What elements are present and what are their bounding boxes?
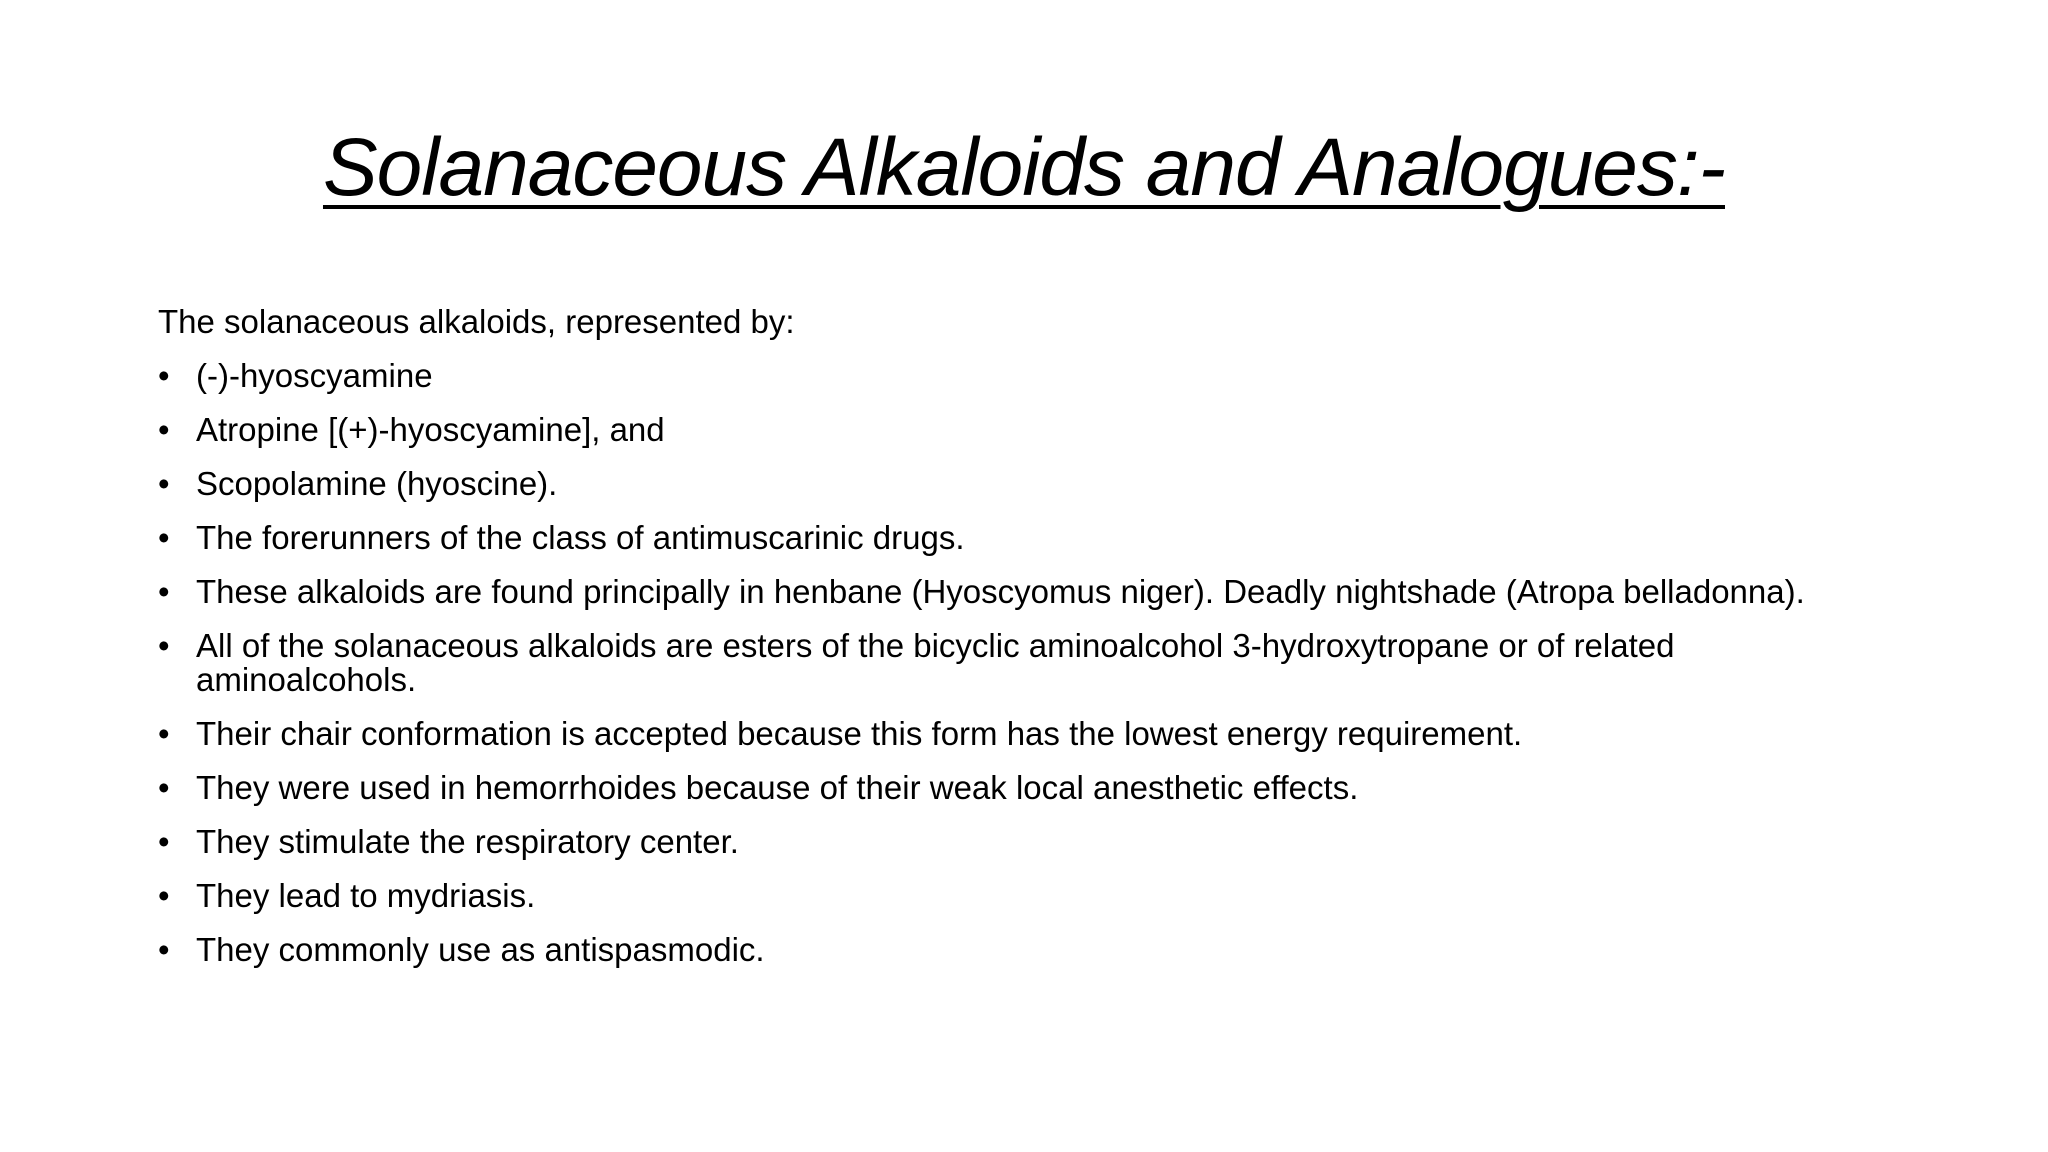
bullet-item (158, 575, 1858, 609)
slide-title (0, 118, 2048, 218)
bullet-icon: • (158, 769, 170, 806)
bullet-icon: • (158, 411, 170, 448)
bullet-text: Scopolamine (hyoscine). (196, 465, 558, 502)
bullet-icon: • (158, 357, 170, 394)
bullet-list (158, 359, 1858, 967)
bullet-text: They were used in hemorrhoides because of their weak local anesthetic effects. (196, 769, 1359, 806)
bullet-item (158, 467, 1858, 501)
slide-title-text: Solanaceous Alkaloids and Analogues:- (322, 122, 1725, 213)
bullet-text: They lead to mydriasis. (196, 877, 536, 914)
bullet-item (158, 879, 1858, 913)
bullet-text: These alkaloids are found principally in henbane (Hyoscyomus niger). Deadly nightshade (Atropa belladonna). (196, 573, 1805, 610)
bullet-text: They commonly use as antispasmodic. (196, 931, 765, 968)
bullet-text: The forerunners of the class of antimuscarinic drugs. (196, 519, 965, 556)
bullet-item (158, 629, 1858, 697)
bullet-text: Their chair conformation is accepted because this form has the lowest energy requirement. (196, 715, 1523, 752)
bullet-item (158, 359, 1858, 393)
bullet-text: (-)-hyoscyamine (196, 357, 433, 394)
bullet-text: Atropine [(+)-hyoscyamine], and (196, 411, 665, 448)
bullet-text: All of the solanaceous alkaloids are esters of the bicyclic aminoalcohol 3-hydroxytropane or of related aminoalcohols. (196, 627, 1675, 698)
bullet-text: They stimulate the respiratory center. (196, 823, 739, 860)
bullet-item (158, 521, 1858, 555)
bullet-item (158, 933, 1858, 967)
bullet-icon: • (158, 877, 170, 914)
bullet-icon: • (158, 715, 170, 752)
bullet-icon: • (158, 465, 170, 502)
intro-text: The solanaceous alkaloids, represented by: (158, 303, 795, 340)
bullet-icon: • (158, 823, 170, 860)
bullet-icon: • (158, 627, 170, 664)
bullet-item (158, 413, 1858, 447)
bullet-icon: • (158, 573, 170, 610)
bullet-icon: • (158, 519, 170, 556)
bullet-item (158, 825, 1858, 859)
slide-body (158, 305, 1858, 987)
bullet-item (158, 717, 1858, 751)
bullet-item (158, 771, 1858, 805)
bullet-icon: • (158, 931, 170, 968)
